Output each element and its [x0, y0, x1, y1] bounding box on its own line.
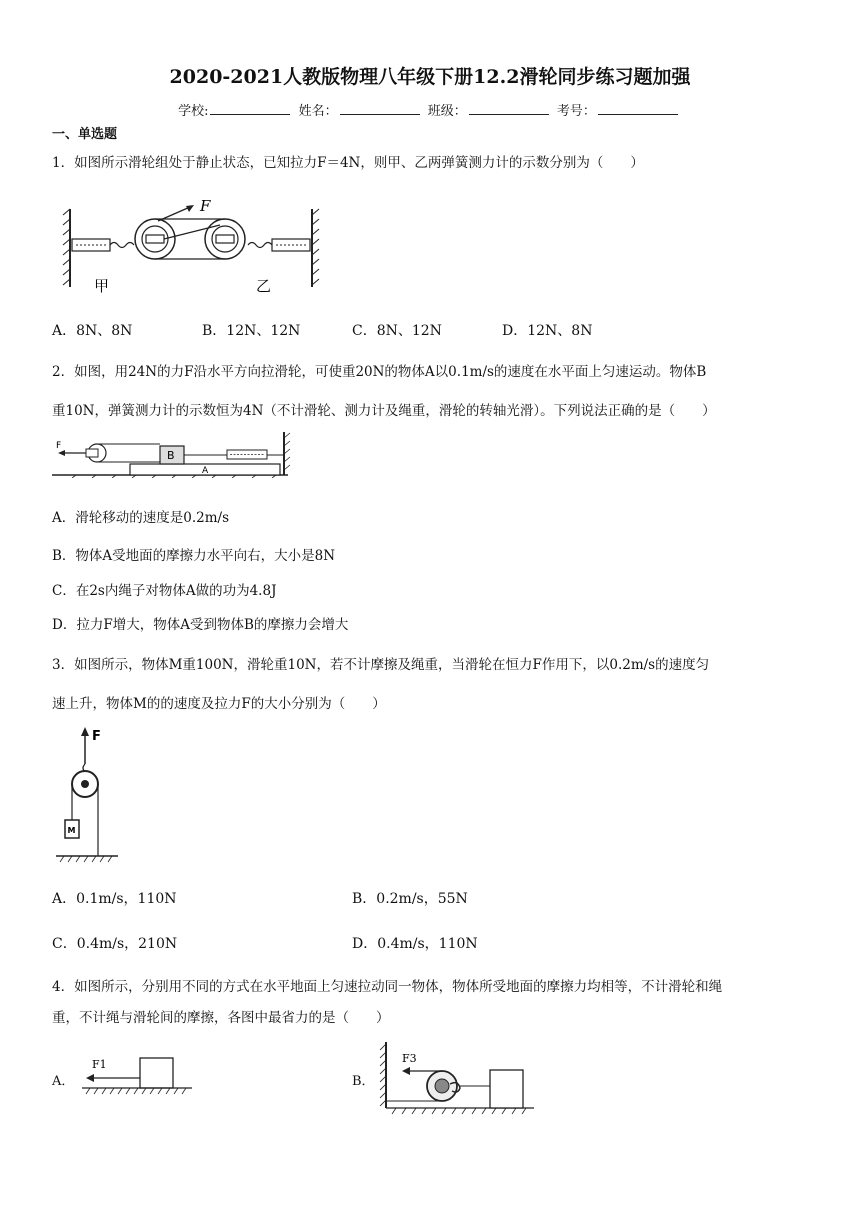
- q2-stem-line1: 2．如图，用24N的力F沿水平方向拉滑轮，可使重20N的物体A以0.1m/s的速度在水平面上匀速运动。物体B: [52, 364, 707, 380]
- q2-figure: [52, 430, 292, 478]
- q2-option-c[interactable]: C．在2s内绳子对物体A做的功为4.8J: [52, 583, 277, 599]
- q3-option-a[interactable]: A．0.1m/s，110N: [52, 891, 177, 907]
- q4-fig-b-label[interactable]: B．: [352, 1074, 375, 1089]
- q1-stem: 1．如图所示滑轮组处于静止状态，已知拉力F＝4N，则甲、乙两弹簧测力计的示数分别为（ ）: [52, 155, 644, 171]
- q2-option-d[interactable]: D．拉力F增大，物体A受到物体B的摩擦力会增大: [52, 617, 349, 633]
- q3-stem-line1: 3．如图所示，物体M重100N，滑轮重10N，若不计摩擦及绳重，当滑轮在恒力F作用下，以0.2m/s的速度匀: [52, 657, 710, 673]
- q4-fig-F3-label: F3: [402, 1052, 417, 1065]
- q4-figure-a: [82, 1052, 194, 1100]
- q4-fig-F1-label: F1: [92, 1058, 107, 1071]
- q2-stem-line2: 重10N，弹簧测力计的示数恒为4N（不计滑轮、测力计及绳重，滑轮的转轴光滑）。下列说法正确的是（ ）: [52, 403, 716, 419]
- q1-option-d[interactable]: D．12N、8N: [502, 323, 593, 339]
- q1-option-a[interactable]: A．8N、8N: [52, 323, 133, 339]
- q2-fig-A-label: A: [202, 466, 209, 476]
- name-blank[interactable]: [340, 102, 420, 115]
- q3-option-d[interactable]: D．0.4m/s，110N: [352, 936, 478, 952]
- q2-fig-F-label: F: [56, 441, 62, 451]
- q4-figure-b: [378, 1040, 536, 1118]
- q2-fig-B-label: B: [167, 449, 175, 462]
- q3-fig-M-label: M: [67, 826, 76, 835]
- class-blank[interactable]: [469, 102, 549, 115]
- q1-fig-jia-label: 甲: [94, 277, 110, 295]
- q3-stem-line2: 速上升，物体M的的速度及拉力F的大小分别为（ ）: [52, 696, 386, 712]
- exam-no-label: 考号：: [556, 104, 596, 119]
- q1-figure: [60, 195, 325, 300]
- q1-option-c[interactable]: C．8N、12N: [352, 323, 442, 339]
- q3-fig-F-label: F: [92, 729, 101, 744]
- q2-option-b[interactable]: B．物体A受地面的摩擦力水平向右，大小是8N: [52, 548, 336, 564]
- school-label: 学校:: [178, 104, 209, 119]
- q1-fig-yi-label: 乙: [256, 277, 272, 295]
- class-label: 班级：: [427, 104, 467, 119]
- q4-fig-a-label[interactable]: A．: [52, 1074, 75, 1089]
- q4-stem-line1: 4．如图所示，分别用不同的方式在水平地面上匀速拉动同一物体，物体所受地面的摩擦力均相等，不计滑轮和绳: [52, 979, 723, 995]
- q3-figure: [52, 726, 122, 866]
- q3-option-c[interactable]: C．0.4m/s，210N: [52, 936, 178, 952]
- name-label: 姓名：: [298, 104, 338, 119]
- school-blank[interactable]: [210, 102, 290, 115]
- page-title: 2020-2021人教版物理八年级下册12.2滑轮同步练习题加强: [169, 66, 691, 88]
- q3-option-b[interactable]: B．0.2m/s，55N: [352, 891, 468, 907]
- student-info-line: [0, 100, 860, 119]
- q1-option-b[interactable]: B．12N、12N: [202, 323, 301, 339]
- q4-stem-line2: 重，不计绳与滑轮间的摩擦，各图中最省力的是（ ）: [52, 1010, 390, 1026]
- section-heading: 一、单选题: [52, 127, 118, 142]
- q1-fig-F-label: F: [200, 197, 211, 215]
- exam-no-blank[interactable]: [598, 102, 678, 115]
- q2-option-a[interactable]: A．滑轮移动的速度是0.2m/s: [52, 510, 229, 526]
